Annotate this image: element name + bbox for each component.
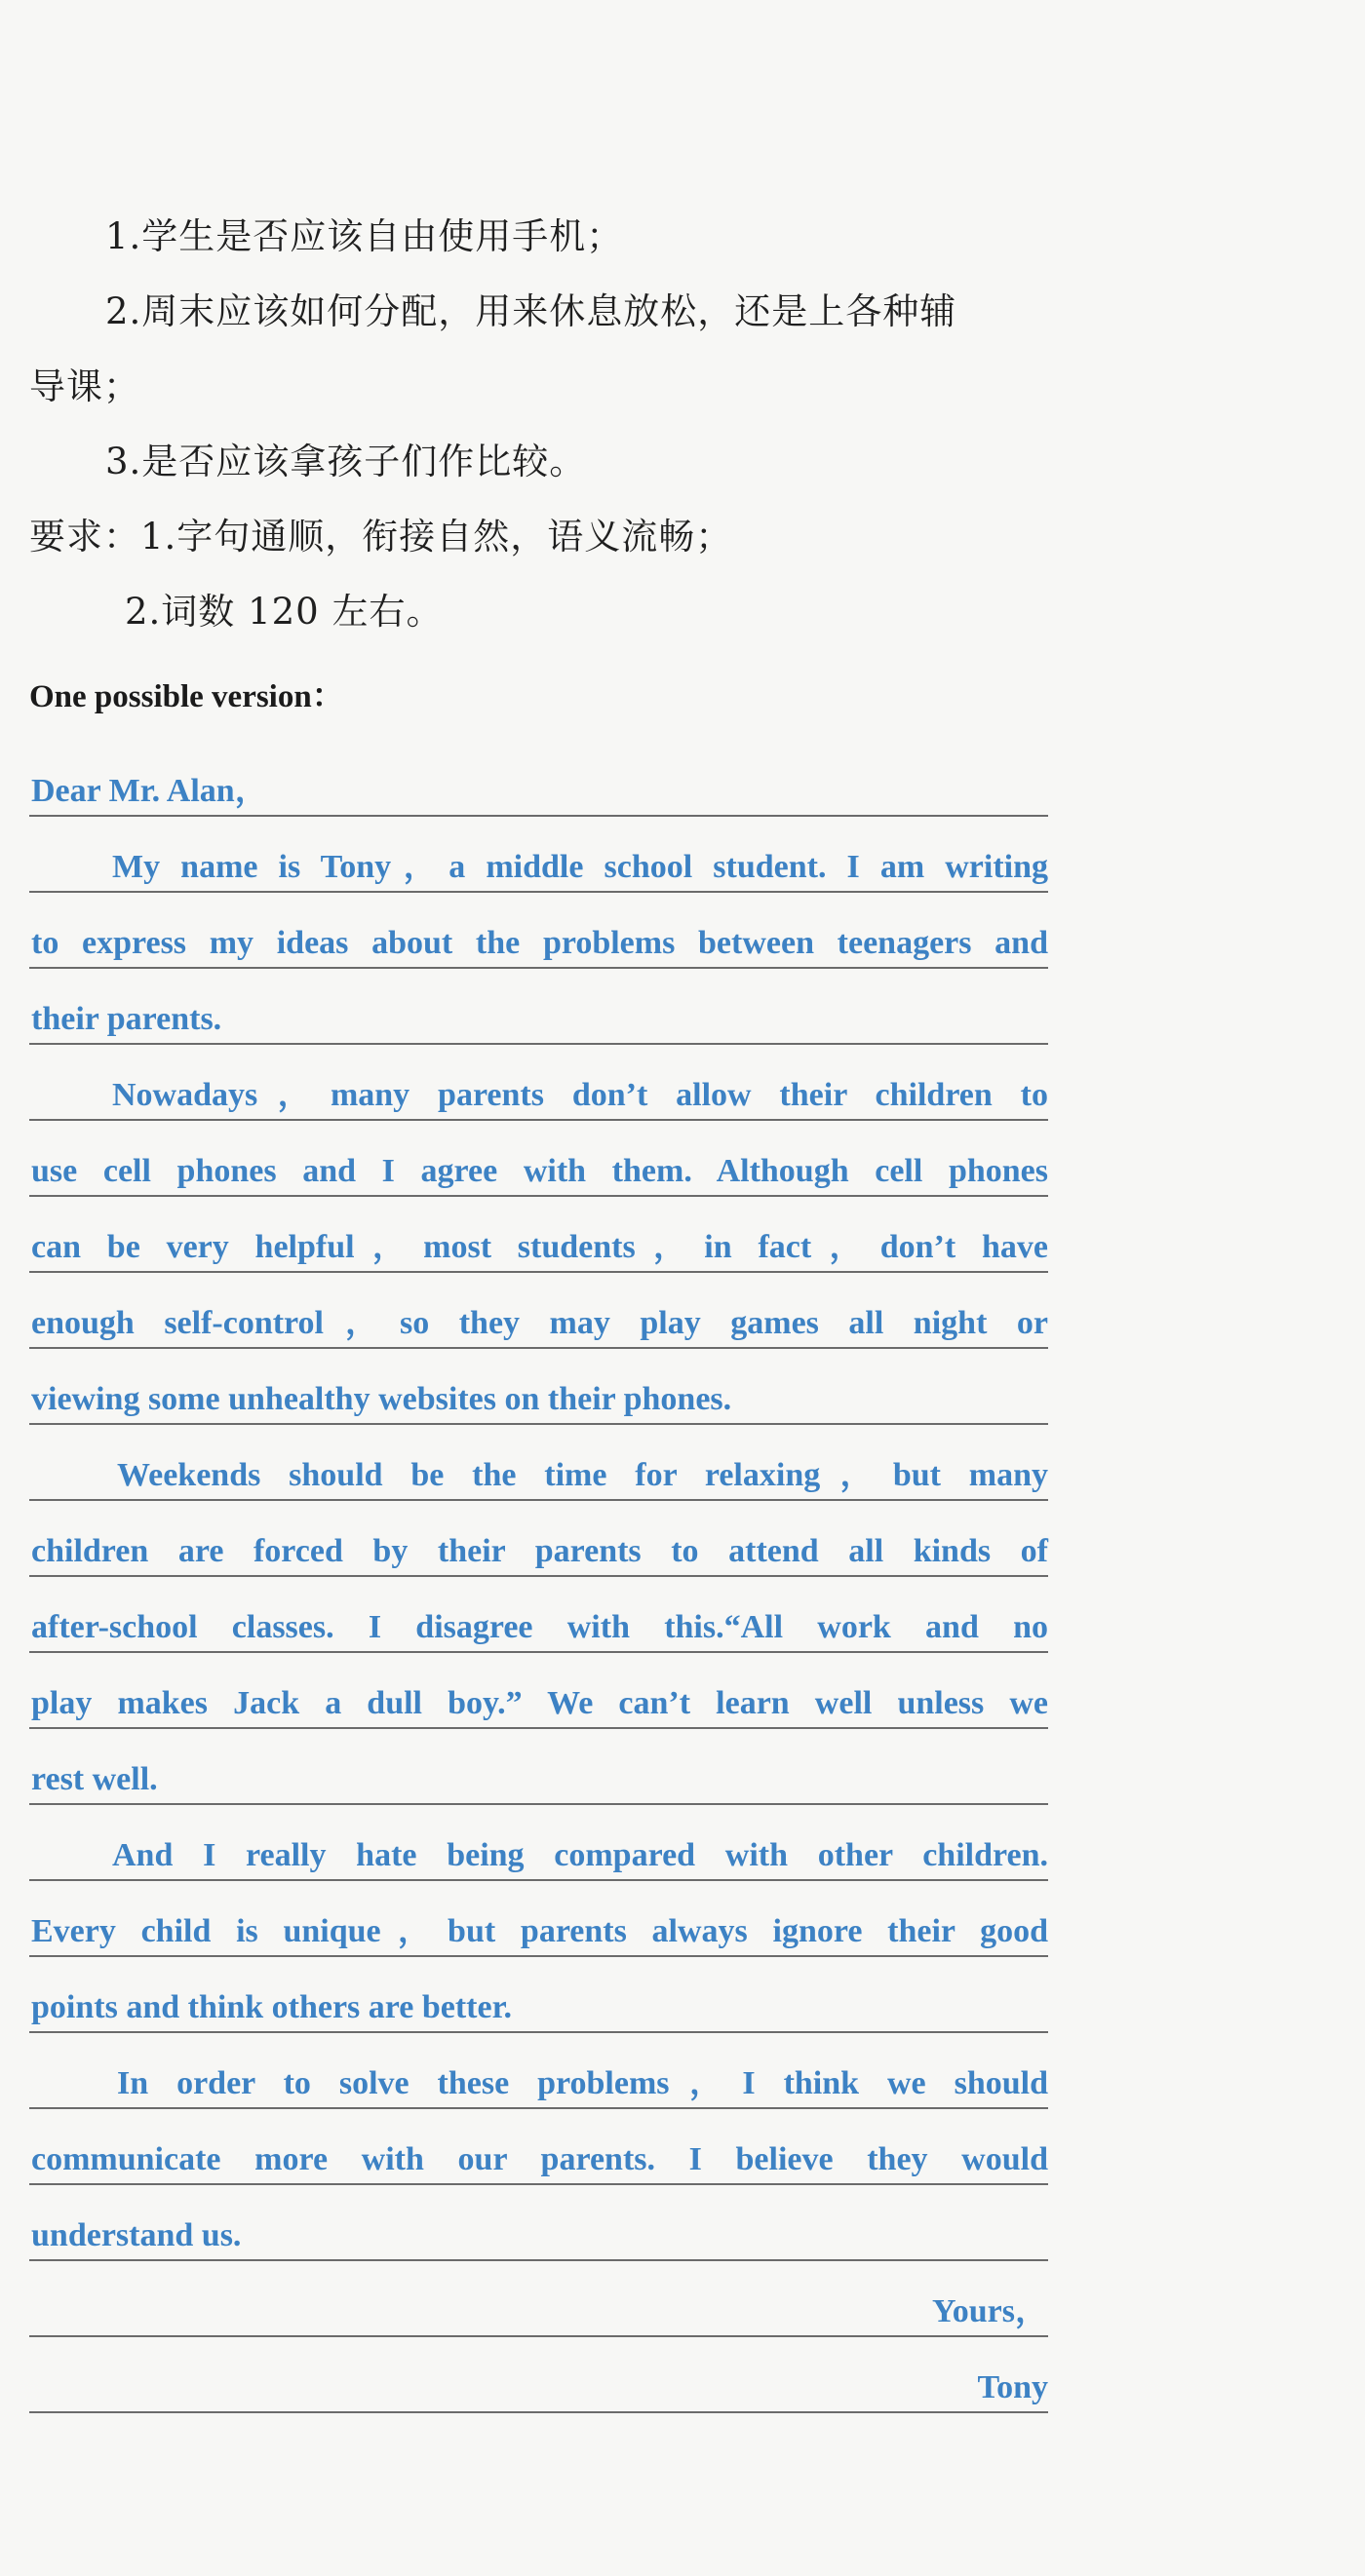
essay-line (29, 2261, 1048, 2337)
essay-line (29, 1957, 1048, 2033)
essay-line (29, 893, 1048, 969)
essay-text: play makes Jack a dull boy.” We can’t learn well unless we (31, 1685, 1048, 1721)
essay-text: can be very helpful，most students，in fact，don’t have (31, 1229, 1048, 1265)
essay-line (29, 741, 1048, 817)
essay-line (29, 1121, 1048, 1197)
essay-line (29, 1197, 1048, 1273)
essay-line (29, 2109, 1048, 2185)
essay-line (29, 969, 1048, 1045)
essay-text: after-school classes. I disagree with this.“All work and no (31, 1609, 1048, 1645)
essay-line (29, 1273, 1048, 1349)
essay-line (29, 2185, 1048, 2261)
essay-text: My name is Tony，a middle school student. I am writing (112, 849, 1048, 885)
essay-text: points and think others are better. (31, 1989, 513, 2025)
essay-line (29, 1425, 1048, 1501)
essay-text: to express my ideas about the problems between teenagers and (31, 925, 1048, 961)
essay-line (29, 1653, 1048, 1729)
essay-text: rest well. (31, 1761, 158, 1797)
essay-text: In order to solve these problems，I think we should (117, 2065, 1048, 2101)
requirement-item-2-line-1: 2.周末应该如何分配，用来休息放松，还是上各种辅 (105, 290, 957, 332)
requirement-item-2-line-2: 导课； (29, 365, 140, 407)
requirement-item-3: 3.是否应该拿孩子们作比较。 (105, 441, 587, 482)
essay-line (29, 1881, 1048, 1957)
essay-text: enough self-control，so they may play games all night or (31, 1305, 1048, 1341)
essay-signature: Tony (977, 2369, 1048, 2405)
essay-text: Nowadays，many parents don’t allow their children to (112, 1077, 1048, 1113)
essay-closing: Yours， (931, 2293, 1048, 2329)
requirement-item-1: 1.学生是否应该自由使用手机； (105, 215, 624, 257)
essay-line (29, 1501, 1048, 1577)
essay-text: And I really hate being compared with other children. (112, 1837, 1048, 1873)
essay-text: understand us. (31, 2217, 242, 2253)
essay-line (29, 1805, 1048, 1881)
essay-line (29, 1045, 1048, 1121)
sample-essay (29, 741, 1048, 2413)
essay-text: Every child is unique，but parents always ignore their good (31, 1913, 1048, 1949)
requirements-line-1: 要求：1.字句通顺，衔接自然，语义流畅； (29, 516, 733, 557)
essay-text: viewing some unhealthy websites on their phones. (31, 1381, 732, 1417)
essay-text: communicate more with our parents. I believe they would (31, 2141, 1048, 2177)
essay-text: use cell phones and I agree with them. Although cell phones (31, 1153, 1048, 1189)
essay-text: Weekends should be the time for relaxing，but many (117, 1457, 1048, 1493)
essay-line (29, 1349, 1048, 1425)
essay-line (29, 1577, 1048, 1653)
version-heading: One possible version： (29, 679, 344, 714)
essay-line (29, 1729, 1048, 1805)
requirements-line-2: 2.词数 120 左右。 (125, 591, 444, 633)
essay-line (29, 817, 1048, 893)
essay-line (29, 2337, 1048, 2413)
essay-text: their parents. (31, 1001, 222, 1037)
essay-greeting: Dear Mr. Alan， (31, 773, 268, 809)
essay-line (29, 2033, 1048, 2109)
essay-text: children are forced by their parents to attend all kinds of (31, 1533, 1048, 1569)
